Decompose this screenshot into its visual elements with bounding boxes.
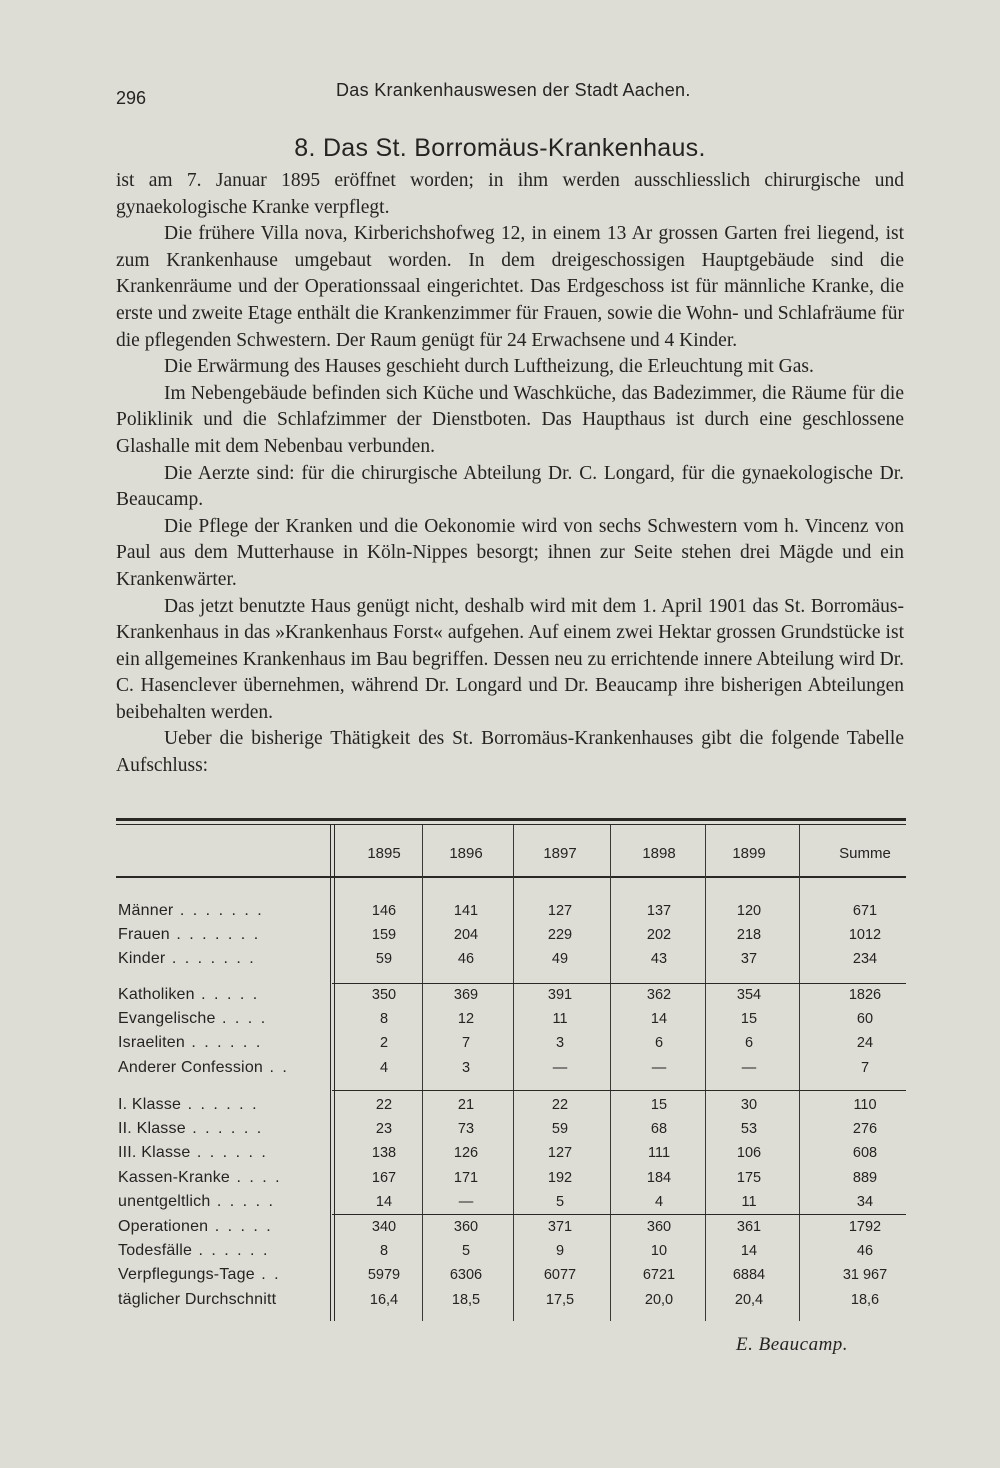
running-title: Das Krankenhauswesen der Stadt Aachen.: [336, 80, 691, 100]
table-group-rule: [332, 1214, 906, 1215]
table-cell: 15: [740, 1011, 758, 1028]
table-header-rule: [116, 876, 906, 878]
row-label-leader: . . . . .: [208, 1218, 273, 1235]
table-cell: 43: [650, 951, 668, 968]
row-label-text: Evangelische: [118, 1010, 216, 1028]
table-column-rule: [330, 825, 335, 1321]
row-label-leader: . . . . . .: [184, 1034, 263, 1052]
table-cell: 3: [461, 1059, 471, 1076]
table-cell: 204: [453, 927, 479, 944]
table-cell: —: [741, 1059, 757, 1076]
table-cell: 8: [379, 1011, 389, 1028]
table-cell: 18,6: [850, 1291, 880, 1308]
table-cell: 171: [453, 1169, 479, 1186]
table-cell: 360: [453, 1219, 479, 1235]
table-cell: 14: [375, 1193, 393, 1210]
table-cell: 31 967: [842, 1267, 888, 1284]
table-cell: 8: [379, 1243, 389, 1260]
table-cell: 24: [856, 1035, 874, 1052]
section-heading: 8. Das St. Borromäus-Krankenhaus.: [294, 134, 706, 162]
table-cell: 37: [740, 951, 758, 968]
table-column-rule: [610, 825, 611, 1321]
table-cell: 350: [371, 987, 397, 1003]
table-row-label: [118, 1169, 318, 1187]
table-cell: 889: [852, 1169, 878, 1186]
table-row-label: [118, 902, 318, 920]
table-cell: 202: [646, 927, 672, 944]
table-cell: 138: [371, 1145, 397, 1162]
row-label-leader: . .: [254, 1266, 281, 1284]
table-cell: 34: [856, 1193, 874, 1210]
row-label-text: Anderer Confession: [118, 1058, 264, 1076]
table-row-label: [118, 950, 318, 968]
row-label-text: Todesfälle: [118, 1242, 193, 1260]
table-cell: 106: [736, 1145, 762, 1162]
table-cell: 60: [856, 1011, 874, 1028]
table-cell: 5: [555, 1193, 565, 1210]
table-cell: 1792: [848, 1219, 882, 1235]
row-label-text: Kinder: [118, 950, 166, 968]
row-label-text: Israeliten: [118, 1034, 185, 1052]
table-cell: 53: [740, 1121, 758, 1138]
table-cell: 192: [547, 1169, 573, 1186]
row-label-leader: . . . . . . .: [169, 926, 261, 944]
table-cell: 141: [453, 903, 479, 919]
table-cell: 49: [551, 951, 569, 968]
table-cell: 73: [457, 1121, 475, 1138]
table-cell: 10: [650, 1243, 668, 1260]
row-label-leader: . .: [263, 1058, 289, 1076]
paragraph: Die Aerzte sind: für die chirurgische Abteilung Dr. C. Longard, für die gynaekologische Dr. Beaucamp.: [116, 462, 904, 511]
table-cell: 184: [646, 1169, 672, 1186]
table-row-label: [118, 1193, 318, 1211]
row-label-text: Frauen: [118, 926, 170, 944]
row-label-leader: . . . . . .: [185, 1120, 264, 1138]
row-label-leader: . . . . .: [210, 1192, 275, 1210]
table-cell: 11: [552, 1011, 568, 1028]
table-top-rule-thin: [116, 824, 906, 825]
table-column-header: 1899: [732, 845, 766, 862]
paragraph: Im Nebengebäude befinden sich Küche und Waschküche, das Badezimmer, die Räume für die Poliklinik und die Schlafzimmer der Dienstboten. Das Haupthaus ist durch eine geschlossene Glashalle mit dem Nebenbau verbunden.: [116, 382, 904, 457]
paragraph: Das jetzt benutzte Haus genügt nicht, deshalb wird mit dem 1. April 1901 das St. Borromäus-Krankenhaus in das »Krankenhaus Forst« aufgehen. Auf einem zwei Hektar grossen Grundstücke ist ein allgemeines Krankenhaus im Bau begriffen. Dessen neu zu errichtende innere Abteilung wird Dr. C. Hasenclever übernehmen, während Dr. Longard und Dr. Beaucamp ihre bisherigen Abteilungen beibehalten werden.: [116, 595, 904, 723]
table-cell: 21: [457, 1097, 475, 1113]
statistics-table: [116, 818, 906, 1326]
table-cell: 46: [856, 1243, 874, 1260]
table-cell: 127: [547, 903, 573, 919]
table-row-label: [118, 1059, 318, 1077]
table-cell: 22: [551, 1097, 569, 1113]
table-cell: 20,0: [644, 1291, 674, 1308]
table-cell: 276: [852, 1121, 878, 1138]
row-label-text: Männer: [118, 902, 174, 919]
table-cell: 68: [650, 1121, 668, 1138]
table-cell: 6: [654, 1035, 664, 1052]
table-column-header: Summe: [839, 845, 891, 862]
table-column-header: 1897: [543, 845, 577, 862]
table-cell: 126: [453, 1145, 479, 1162]
paragraph: ist am 7. Januar 1895 eröffnet worden; in ihm werden ausschliesslich chirurgische und gynaekologische Kranke verpflegt.: [116, 170, 904, 218]
author-signature: E. Beaucamp.: [736, 1334, 849, 1355]
table-cell: —: [651, 1059, 667, 1076]
table-cell: 111: [647, 1145, 671, 1162]
table-cell: 340: [371, 1219, 397, 1235]
table-cell: 1826: [848, 987, 882, 1003]
row-label-text: Katholiken: [118, 986, 195, 1003]
table-cell: 175: [736, 1169, 762, 1186]
table-cell: 22: [375, 1097, 393, 1113]
paragraph: Die Pflege der Kranken und die Oekonomie wird von sechs Schwestern vom h. Vincenz von Paul aus dem Mutterhause in Köln-Nippes besorgt; ihnen zur Seite stehen drei Mägde und ein Krankenwärter.: [116, 515, 904, 590]
row-label-text: Operationen: [118, 1218, 209, 1235]
row-label-leader: . . . . . .: [192, 1242, 270, 1260]
row-label-text: täglicher Durchschnitt: [118, 1290, 277, 1308]
row-label-text: Verpflegungs-Tage: [118, 1266, 255, 1284]
table-row-label: [118, 1291, 318, 1309]
table-cell: 3: [555, 1035, 565, 1052]
table-group-rule: [332, 1090, 906, 1091]
table-cell: 137: [646, 903, 672, 919]
table-cell: 59: [551, 1121, 569, 1138]
table-cell: 6077: [543, 1267, 577, 1284]
paragraph: Ueber die bisherige Thätigkeit des St. Borromäus-Krankenhauses gibt die folgende Tabelle Aufschluss:: [116, 728, 904, 777]
table-cell: 234: [852, 951, 878, 968]
table-cell: 5979: [367, 1267, 401, 1284]
table-cell: 361: [736, 1219, 762, 1235]
paragraph: Die frühere Villa nova, Kirberichshofweg 12, in einem 13 Ar grossen Garten frei liegend, ist zum Krankenhause umgebaut worden. In dem dreigeschossigen Hauptgebäude sind die Krankenräume und der Operationssaal eingerichtet. Das Erdgeschoss ist für männliche Kranke, die erste und zweite Etage enthält die Krankenzimmer für Frauen, sowie die Wohn- und Schlafräume für die pflegenden Schwestern. Der Raum genügt für 24 Erwachsene und 4 Kinder.: [116, 223, 904, 351]
row-label-leader: . . . . . .: [190, 1144, 268, 1162]
row-label-text: II. Klasse: [118, 1120, 186, 1138]
table-column-rule: [799, 825, 800, 1321]
row-label-leader: . . . . .: [194, 986, 260, 1003]
table-row-label: [118, 1242, 318, 1260]
table-cell: 4: [654, 1193, 664, 1210]
table-cell: 5: [461, 1243, 471, 1260]
row-label-text: I. Klasse: [118, 1096, 182, 1113]
row-label-text: Kassen-Kranke: [118, 1168, 230, 1186]
table-cell: 6306: [449, 1267, 483, 1284]
table-cell: 371: [547, 1219, 573, 1235]
table-cell: 167: [371, 1169, 397, 1186]
table-cell: 16,4: [369, 1291, 399, 1308]
table-cell: 6884: [732, 1267, 766, 1284]
running-head: [116, 80, 906, 110]
table-cell: 14: [740, 1243, 758, 1260]
table-cell: 218: [736, 927, 762, 944]
table-row-label: [118, 986, 318, 1004]
table-row-label: [118, 1120, 318, 1138]
table-cell: 671: [852, 903, 878, 919]
row-label-leader: . . . .: [230, 1168, 282, 1186]
table-row-label: [118, 1034, 318, 1052]
row-label-leader: . . . . . .: [181, 1096, 259, 1113]
table-cell: 12: [457, 1011, 475, 1028]
table-row-label: [118, 926, 318, 944]
table-row-label: [118, 1144, 318, 1162]
body-text: [116, 168, 904, 780]
table-cell: 17,5: [545, 1291, 575, 1308]
row-label-text: III. Klasse: [118, 1144, 191, 1162]
table-cell: 6: [744, 1035, 754, 1052]
table-cell: 120: [736, 903, 762, 919]
table-cell: 2: [379, 1035, 389, 1052]
table-cell: 360: [646, 1219, 672, 1235]
table-column-rule: [705, 825, 706, 1321]
table-column-header: 1895: [367, 845, 401, 862]
row-label-text: unentgeltlich: [118, 1192, 211, 1210]
table-cell: 608: [852, 1145, 878, 1162]
table-cell: 159: [371, 927, 397, 944]
table-column-rule: [513, 825, 514, 1321]
table-cell: 46: [457, 951, 475, 968]
table-column-header: 1898: [642, 845, 676, 862]
row-label-leader: . . . .: [215, 1010, 268, 1028]
table-cell: 20,4: [734, 1291, 764, 1308]
table-row-label: [118, 1096, 318, 1114]
table-cell: 369: [453, 987, 479, 1003]
table-group-rule: [332, 983, 906, 984]
table-cell: 146: [371, 903, 397, 919]
table-cell: 7: [860, 1059, 870, 1076]
table-cell: 59: [375, 951, 393, 968]
table-top-rule: [116, 818, 906, 821]
table-cell: 391: [547, 987, 573, 1003]
table-row-label: [118, 1010, 318, 1028]
table-cell: 7: [461, 1035, 471, 1052]
row-label-leader: . . . . . . .: [165, 950, 256, 968]
page-number: 296: [116, 88, 147, 108]
table-cell: 127: [547, 1145, 573, 1162]
table-cell: 23: [375, 1121, 393, 1138]
row-label-leader: . . . . . . .: [173, 902, 264, 919]
table-row-label: [118, 1266, 318, 1284]
table-cell: 354: [736, 987, 762, 1003]
table-cell: 110: [853, 1097, 877, 1113]
table-cell: 15: [650, 1097, 668, 1113]
paragraph: Die Erwärmung des Hauses geschieht durch Luftheizung, die Erleuchtung mit Gas.: [164, 356, 814, 378]
table-cell: 14: [650, 1011, 668, 1028]
table-cell: 11: [741, 1193, 757, 1210]
table-column-header: 1896: [449, 845, 483, 862]
table-row-label: [118, 1218, 318, 1236]
table-cell: —: [458, 1193, 474, 1210]
table-cell: 6721: [642, 1267, 676, 1284]
table-cell: 18,5: [451, 1291, 481, 1308]
table-cell: 30: [740, 1097, 758, 1113]
table-cell: 4: [379, 1059, 389, 1076]
table-cell: 1012: [848, 927, 882, 944]
table-cell: 229: [547, 927, 573, 944]
table-cell: 9: [555, 1243, 565, 1260]
table-cell: —: [552, 1059, 568, 1076]
table-cell: 362: [646, 987, 672, 1003]
